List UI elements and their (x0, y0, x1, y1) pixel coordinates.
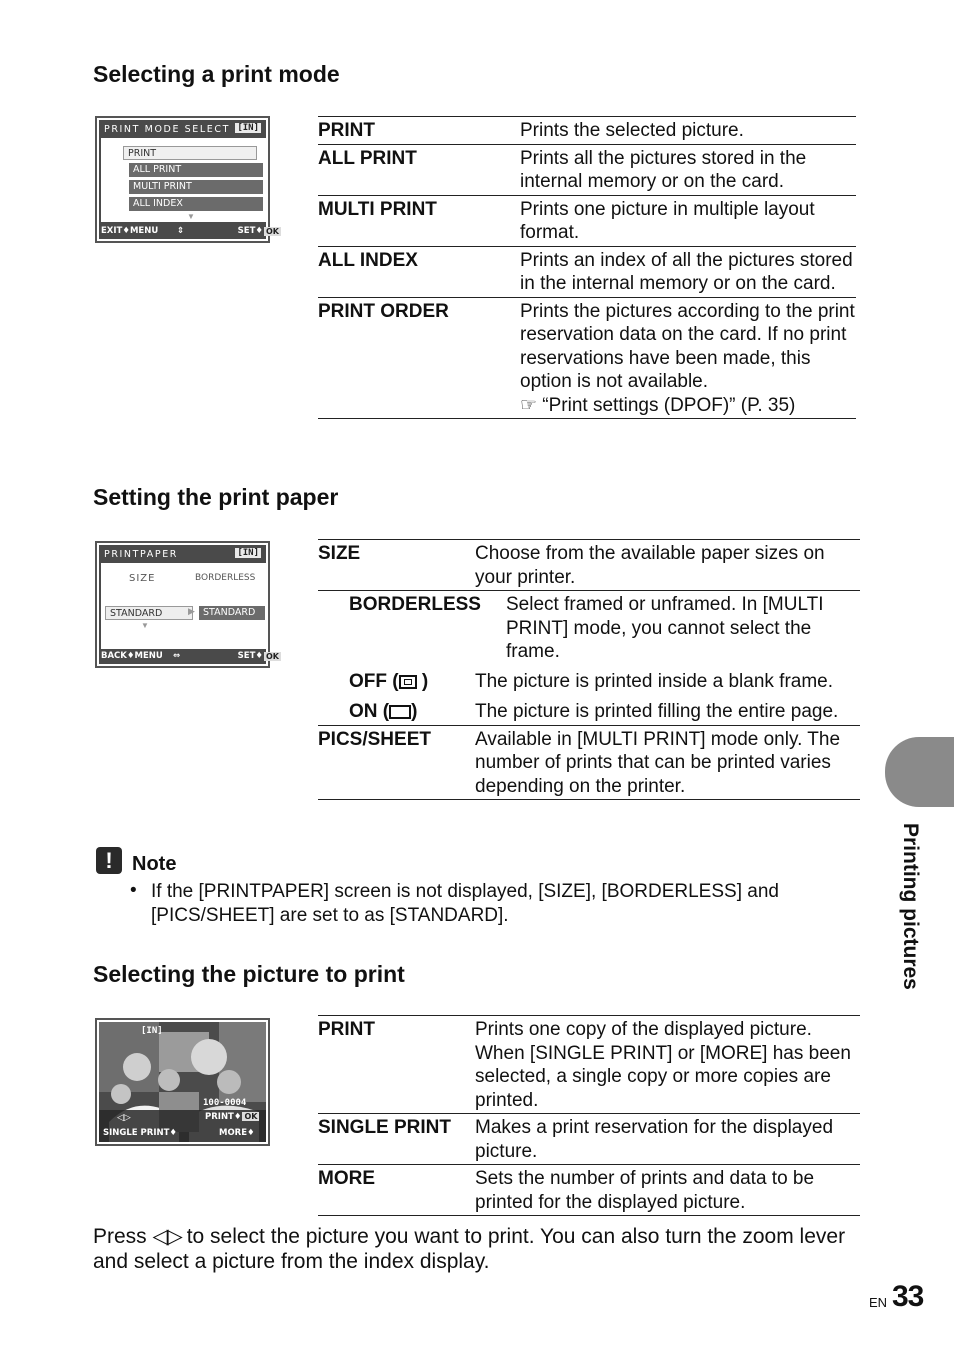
row-key: MULTI PRINT (318, 198, 437, 220)
table-row (318, 698, 860, 726)
menu-item-all-index: ALL INDEX (129, 197, 263, 211)
more-label: MORE♦ (219, 1128, 255, 1138)
memory-tag: [IN] (237, 548, 259, 558)
note-title: Note (132, 853, 177, 875)
row-key-end: ) (421, 670, 429, 692)
ok-icon: OK (266, 652, 279, 661)
left-right-arrow-icon: ◁▷ (152, 1225, 181, 1248)
table-row (318, 1114, 860, 1165)
screen-title: PRINT MODE SELECT (104, 124, 231, 135)
chapter-tab (885, 737, 954, 807)
row-key: ON ( (349, 701, 390, 722)
row-key: PICS/SHEET (318, 728, 431, 750)
row-value: Prints the pictures according to the print reservation data on the card. If no print reservations have been made, this option is not available. (520, 300, 855, 392)
left-right-icon: ◁▷ (117, 1112, 131, 1122)
note-text: If the [PRINTPAPER] screen is not displayed, [SIZE], [BORDERLESS] and [PICS/SHEET] are set to as [STANDARD]. (151, 881, 779, 926)
screen-footer (99, 225, 279, 239)
row-value: The picture is printed filling the entire page. (475, 701, 839, 722)
borderless-column-label: BORDERLESS (195, 573, 256, 583)
menu-item-all-print: ALL PRINT (129, 163, 263, 177)
page-reference: ☞ “Print settings (DPOF)” (P. 35) (520, 394, 796, 416)
arrow-right-icon: ▶ (188, 606, 195, 616)
row-value: Select framed or unframed. In [MULTI PRINT] mode, you cannot select the frame. (506, 594, 824, 662)
menu-item-print: PRINT (123, 146, 257, 160)
footer-set: SET♦ (237, 226, 263, 236)
row-key: ALL INDEX (318, 249, 418, 271)
chapter-label-text: Printing pictures (899, 823, 922, 990)
footer-back: BACK♦MENU (101, 651, 163, 661)
section-heading-print-mode: Selecting a print mode (93, 61, 340, 87)
picture-screen (95, 1018, 270, 1146)
size-value: STANDARD (105, 606, 193, 620)
single-print-label: SINGLE PRINT♦ (103, 1128, 178, 1138)
framed-icon (399, 675, 417, 689)
row-value: Prints all the pictures stored in the internal memory or on the card. (520, 147, 807, 192)
instruction-text: to select the picture you want to print. You can also turn the zoom lever and select a picture from the index display. (93, 1225, 846, 1273)
menu-item-multi-print: MULTI PRINT (129, 180, 263, 194)
borderless-value: STANDARD (199, 606, 265, 620)
table-row (318, 298, 856, 420)
row-key: SINGLE PRINT (318, 1117, 452, 1138)
row-value: Choose from the available paper sizes on your printer. (475, 543, 825, 588)
bullet: • (130, 880, 137, 901)
language-code: EN (869, 1295, 888, 1310)
row-key-end: ) (411, 701, 418, 722)
footer-print: PRINT♦ (205, 1112, 242, 1122)
section-heading-print-paper: Setting the print paper (93, 484, 339, 510)
table-row (318, 668, 860, 699)
scroll-down-icon: ▼ (141, 621, 149, 630)
borderless-icon (389, 705, 411, 719)
table-row (318, 1016, 860, 1114)
scroll-down-icon: ▼ (187, 212, 195, 221)
file-number: 100-0004 (203, 1098, 247, 1108)
row-value: Makes a print reservation for the displayed picture. (475, 1117, 834, 1162)
table-row (318, 196, 856, 247)
updown-icon: ⇕ (177, 226, 185, 236)
print-label (205, 1112, 259, 1122)
table-row (318, 540, 860, 591)
print-paper-table (318, 539, 860, 800)
print-paper-screen (95, 541, 279, 668)
ok-icon: OK (266, 227, 279, 236)
row-value: Sets the number of prints and data to be printed for the displayed picture. (475, 1168, 815, 1213)
ok-icon: OK (244, 1112, 258, 1121)
memory-tag: [IN] (141, 1026, 163, 1036)
row-value: Prints one picture in multiple layout format. (520, 198, 815, 243)
table-row (318, 145, 856, 196)
table-row (318, 726, 860, 801)
note-icon: ! (96, 847, 122, 874)
chapter-label (890, 823, 930, 1013)
row-key: ALL PRINT (318, 147, 417, 169)
row-key: SIZE (318, 543, 361, 564)
row-value: Prints one copy of the displayed picture. When [SINGLE PRINT] or [MORE] has been selected, a single copy or more copies are printed. (475, 1019, 851, 1111)
footer-set: SET♦ (237, 651, 263, 661)
row-key: BORDERLESS (349, 594, 481, 615)
row-value: Available in [MULTI PRINT] mode only. The number of prints that can be printed varies depending on the printer. (475, 728, 841, 797)
row-key: MORE (318, 1168, 375, 1189)
instruction-press: Press (93, 1225, 147, 1248)
table-row (318, 591, 860, 668)
row-key: OFF ( (349, 670, 399, 692)
page-number: 33 (892, 1280, 924, 1313)
row-key: PRINT (318, 1019, 375, 1040)
screen-title: PRINTPAPER (104, 549, 178, 560)
footer-exit: EXIT♦MENU (101, 226, 159, 236)
screen-footer (99, 650, 279, 664)
table-row (318, 1165, 860, 1216)
row-value: Prints the selected picture. (520, 120, 744, 141)
row-value: The picture is printed inside a blank frame. (475, 670, 834, 692)
select-picture-table (318, 1015, 860, 1216)
row-key: PRINT (318, 120, 375, 141)
print-mode-table (318, 116, 856, 419)
four-way-icon: ⇔ (173, 651, 181, 661)
instruction-paragraph (93, 1224, 853, 1274)
print-mode-screen (95, 116, 279, 243)
table-row (318, 247, 856, 298)
table-row (318, 117, 856, 145)
row-value: Prints an index of all the pictures stored in the internal memory or on the card. (520, 249, 853, 294)
memory-tag: [IN] (237, 123, 259, 133)
row-key: PRINT ORDER (318, 300, 449, 322)
size-column-label: SIZE (129, 573, 156, 584)
section-heading-select-picture: Selecting the picture to print (93, 961, 405, 987)
